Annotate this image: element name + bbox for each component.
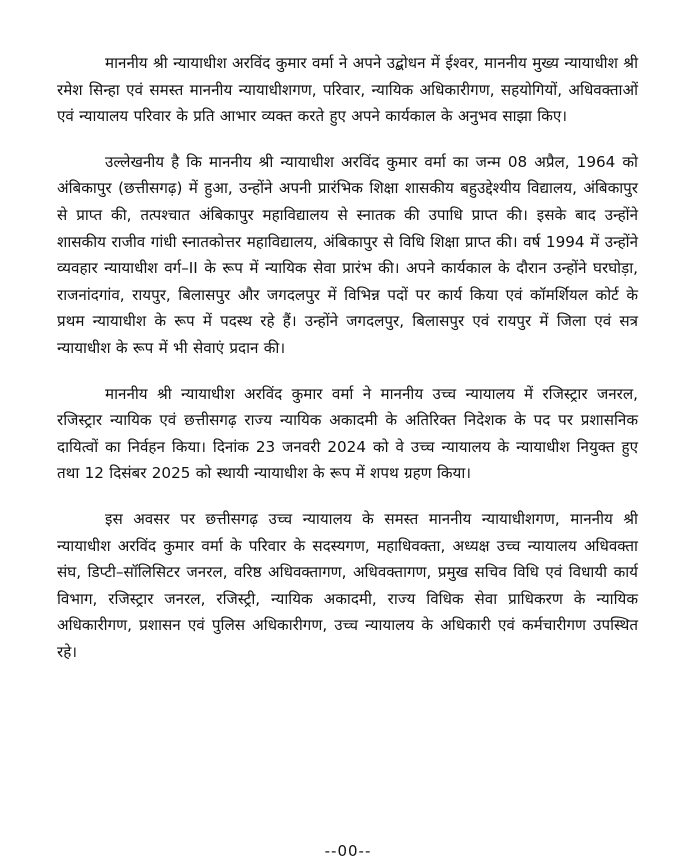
end-of-document-mark: --00-- — [324, 842, 372, 860]
paragraph-biography: उल्लेखनीय है कि माननीय श्री न्यायाधीश अरविंद कुमार वर्मा का जन्म 08 अप्रैल, 1964 को अंबिकापुर (छत्तीसगढ़) में हुआ, उन्होंने अपनी प्रारंभिक शिक्षा शासकीय बहुउद्देश्यीय विद्यालय, अंबिकापुर से प्राप्त की, तत्पश्चात अंबिकापुर महाविद्यालय से स्नातक की उपाधि प्राप्त की। इसके बाद उन्होंने शासकीय राजीव गांधी स्नातकोत्तर महाविद्यालय, अंबिकापुर से विधि शिक्षा प्राप्त की। वर्ष 1994 में उन्होंने व्यवहार न्यायाधीश वर्ग–II के रूप में न्यायिक सेवा प्रारंभ की। अपने कार्यकाल के दौरान उन्होंने घरघोड़ा, राजनांदगांव, रायपुर, बिलासपुर और जगदलपुर में विभिन्न पदों पर कार्य किया एवं कॉमर्शियल कोर्ट के प्रथम न्यायाधीश के रूप में पदस्थ रहे हैं। उन्होंने जगदलपुर, बिलासपुर एवं रायपुर में जिला एवं सत्र न्यायाधीश के रूप में भी सेवाएं प्रदान की। — [57, 152, 638, 357]
paragraph-high-court-appointment: माननीय श्री न्यायाधीश अरविंद कुमार वर्मा ने माननीय उच्च न्यायालय में रजिस्ट्रार जनरल, रजिस्ट्रार न्यायिक एवं छत्तीसगढ़ राज्य न्यायिक अकादमी के अतिरिक्त निदेशक के पद पर प्रशासनिक दायित्वों का निर्वहन किया। दिनांक 23 जनवरी 2024 को वे उच्च न्यायालय के न्यायाधीश नियुक्त हुए तथा 12 दिसंबर 2025 को स्थायी न्यायाधीश के रूप में शपथ ग्रहण किया। — [57, 384, 638, 483]
paragraph-address-gratitude: माननीय श्री न्यायाधीश अरविंद कुमार वर्मा ने अपने उद्बोधन में ईश्वर, माननीय मुख्य न्यायाधीश श्री रमेश सिन्हा एवं समस्त माननीय न्यायाधीशगण, परिवार, न्यायिक अधिकारीगण, सहयोगियों, अधिवक्ताओं एवं न्यायालय परिवार के प्रति आभार व्यक्त करते हुए अपने कार्यकाल के अनुभव साझा किए। — [57, 54, 638, 126]
paragraph-attendees: इस अवसर पर छत्तीसगढ़ उच्च न्यायालय के समस्त माननीय न्यायाधीशगण, माननीय श्री न्यायाधीश अरविंद कुमार वर्मा के परिवार के सदस्यगण, महाधिवक्ता, अध्यक्ष उच्च न्यायालय अधिवक्ता संघ, डिप्टी–सॉलिसिटर जनरल, वरिष्ठ अधिवक्तागण, अधिवक्तागण, प्रमुख सचिव विधि एवं विधायी कार्य विभाग, रजिस्ट्रार जनरल, रजिस्ट्री, न्यायिक अकादमी, राज्य विधिक सेवा प्राधिकरण के न्यायिक अधिकारीगण, प्रशासन एवं पुलिस अधिकारीगण, उच्च न्यायालय के अधिकारी एवं कर्मचारीगण उपस्थित रहे। — [57, 509, 638, 661]
